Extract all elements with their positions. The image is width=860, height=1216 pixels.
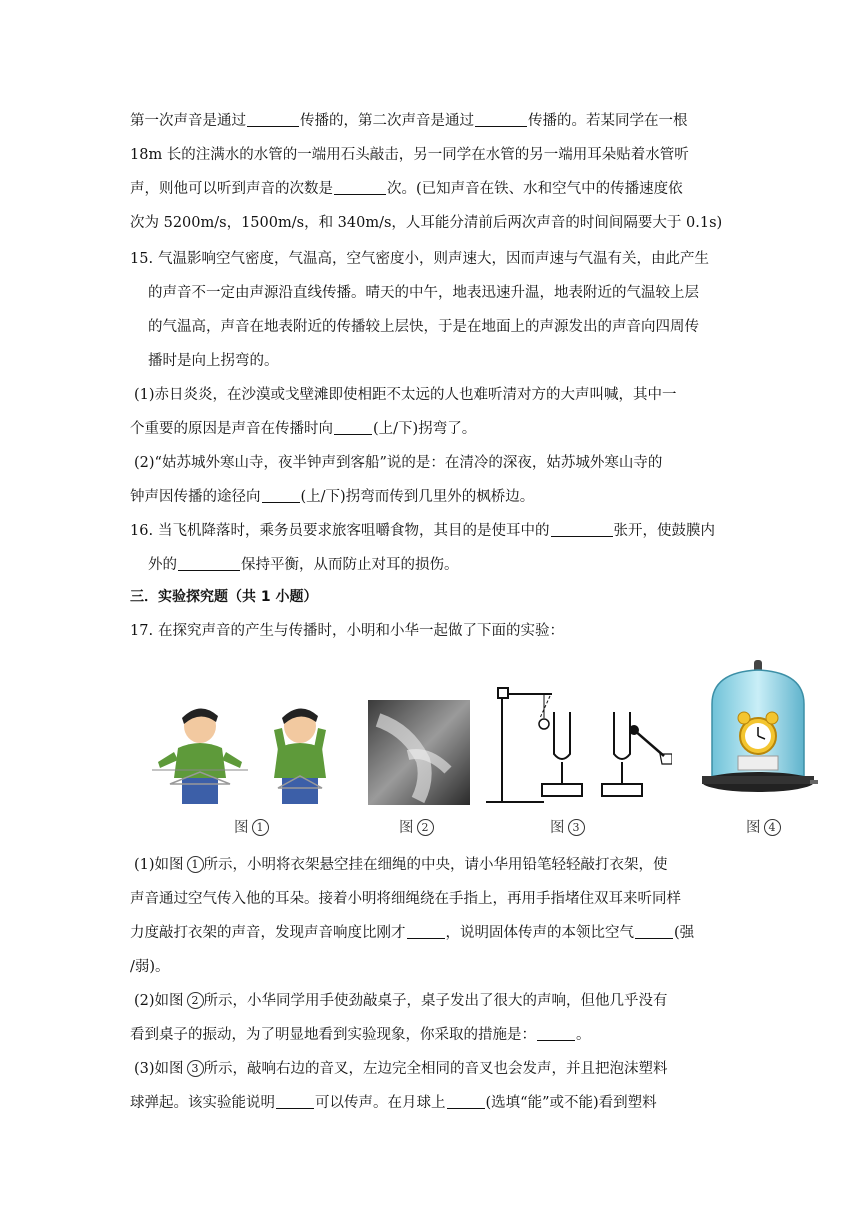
text: (选填“能”或不能)看到塑料 (485, 1095, 657, 1111)
q16-line-1 (158, 514, 730, 548)
circled-number: 2 (187, 992, 204, 1009)
q14-line-3 (130, 172, 730, 206)
q17-p2-line-1 (134, 984, 734, 1018)
figure-3-image (482, 682, 672, 807)
person-left (152, 708, 248, 804)
foam-ball (539, 719, 549, 729)
answer-blank (276, 1094, 314, 1109)
figure-3-caption (550, 816, 585, 837)
q15-sub1-line-2 (130, 412, 730, 446)
text: 钟声因传播的途径向 (130, 489, 261, 505)
q17-p2-line-2 (130, 1018, 730, 1052)
figure-4-image (698, 656, 818, 806)
q17-p1-line-2: 声音通过空气传入他的耳朵。接着小明将细绳绕在手指上，再用手指堵住双耳来听同样 (130, 891, 681, 907)
text: 。 (576, 1027, 591, 1043)
tuning-fork-left (554, 712, 570, 759)
q15-sub1-line-1: (1)赤日炎炎，在沙漠或戈壁滩即使相距不太远的人也难听清对方的大声叫喊，其中一 (134, 387, 677, 403)
circled-number: 1 (187, 856, 204, 873)
person-right (274, 708, 326, 804)
text: 第一次声音是通过 (130, 113, 246, 129)
answer-blank (551, 522, 613, 537)
circled-number: 2 (417, 819, 434, 836)
text: (3)如图 (134, 1061, 184, 1077)
q16-line-2 (148, 548, 748, 582)
q17-p3-line-1 (134, 1052, 734, 1086)
q15-line-4: 播时是向上拐弯的。 (148, 353, 279, 369)
answer-blank (334, 420, 372, 435)
text: (2)如图 (134, 993, 184, 1009)
figure-1-caption (234, 816, 269, 837)
text: 图 (399, 820, 414, 836)
text: (强 (674, 925, 695, 941)
q17-intro: 在探究声音的产生与传播时，小明和小华一起做了下面的实验： (158, 623, 564, 639)
q16-number: 16. (130, 523, 154, 539)
text: 保持平衡，从而防止对耳的损伤。 (241, 557, 459, 573)
text: 图 (234, 820, 249, 836)
section-heading: 三．实验探究题（共 1 小题） (130, 589, 318, 605)
q14-line-1 (130, 104, 730, 138)
mallet (634, 730, 664, 756)
text: 所示，小明将衣架悬空挂在细绳的中央，请小华用铅笔轻轻敲打衣架，使 (203, 857, 668, 873)
answer-blank (334, 180, 386, 195)
figure-1-image (150, 700, 350, 805)
text: (1)如图 (134, 857, 184, 873)
text: 看到桌子的振动，为了明显地看到实验现象，你采取的措施是： (130, 1027, 536, 1043)
text: (上/下)拐弯了。 (373, 421, 477, 437)
text: 个重要的原因是声音在传播时向 (130, 421, 333, 437)
tuning-fork-right (614, 712, 630, 759)
text: 所示，小华同学用手使劲敲桌子，桌子发出了很大的声响，但他几乎没有 (203, 993, 668, 1009)
q14-line-2: 18m 长的注满水的水管的一端用石头敲击，另一同学在水管的另一端用耳朵贴着水管听 (130, 147, 689, 163)
text: 图 (746, 820, 761, 836)
q17-p1-line-1 (134, 848, 734, 882)
answer-blank (635, 924, 673, 939)
answer-blank (537, 1026, 575, 1041)
circled-number: 3 (187, 1060, 204, 1077)
q15-line-3: 的气温高，声音在地表附近的传播较上层快，于是在地面上的声源发出的声音向四周传 (148, 319, 699, 335)
answer-blank (407, 924, 445, 939)
text: 当飞机降落时，乘务员要求旅客咀嚼食物，其目的是使耳中的 (158, 523, 550, 539)
answer-blank (447, 1094, 485, 1109)
text: 可以传声。在月球上 (315, 1095, 446, 1111)
q14-line-4: 次为 5200m/s，1500m/s，和 340m/s，人耳能分清前后两次声音的时间间隔要大于 0.1s) (130, 215, 723, 231)
q15-sub2-line-2 (130, 480, 730, 514)
answer-blank (262, 488, 300, 503)
circled-number: 1 (252, 819, 269, 836)
answer-blank (475, 112, 527, 127)
q17-number: 17. (130, 623, 154, 639)
text: 张开，使鼓膜内 (613, 523, 715, 539)
answer-blank (247, 112, 299, 127)
q15-line-2: 的声音不一定由声源沿直线传播。晴天的中午，地表迅速升温，地表附近的气温较上层 (148, 285, 699, 301)
q15-sub2-line-1: (2)“姑苏城外寒山寺，夜半钟声到客船”说的是：在清冷的深夜，姑苏城外寒山寺的 (134, 455, 663, 471)
figure-2-image (368, 700, 470, 805)
q17-p1-line-4: /弱)。 (130, 959, 170, 975)
q17-p3-line-2 (130, 1086, 730, 1120)
text: (上/下)拐弯而传到几里外的枫桥边。 (300, 489, 535, 505)
text: 声，则他可以听到声音的次数是 (130, 181, 333, 197)
text: 图 (550, 820, 565, 836)
text: 次。(已知声音在铁、水和空气中的传播速度依 (387, 181, 683, 197)
text: ，说明固体传声的本领比空气 (445, 925, 634, 941)
q15-line-1: 气温影响空气密度，气温高，空气密度小，则声速大，因而声速与气温有关，由此产生 (158, 251, 709, 267)
figure-2-caption (399, 816, 434, 837)
q15-number: 15. (130, 251, 154, 267)
circled-number: 3 (568, 819, 585, 836)
text: 球弹起。该实验能说明 (130, 1095, 275, 1111)
text: 力度敲打衣架的声音，发现声音响度比刚才 (130, 925, 406, 941)
text: 传播的。若某同学在一根 (528, 113, 688, 129)
figure-4-caption (746, 816, 781, 837)
text: 外的 (148, 557, 177, 573)
text: 传播的，第二次声音是通过 (300, 113, 474, 129)
q17-p1-line-3 (130, 916, 730, 950)
answer-blank (178, 556, 240, 571)
circled-number: 4 (764, 819, 781, 836)
text: 所示，敲响右边的音叉，左边完全相同的音叉也会发声，并且把泡沫塑料 (203, 1061, 668, 1077)
